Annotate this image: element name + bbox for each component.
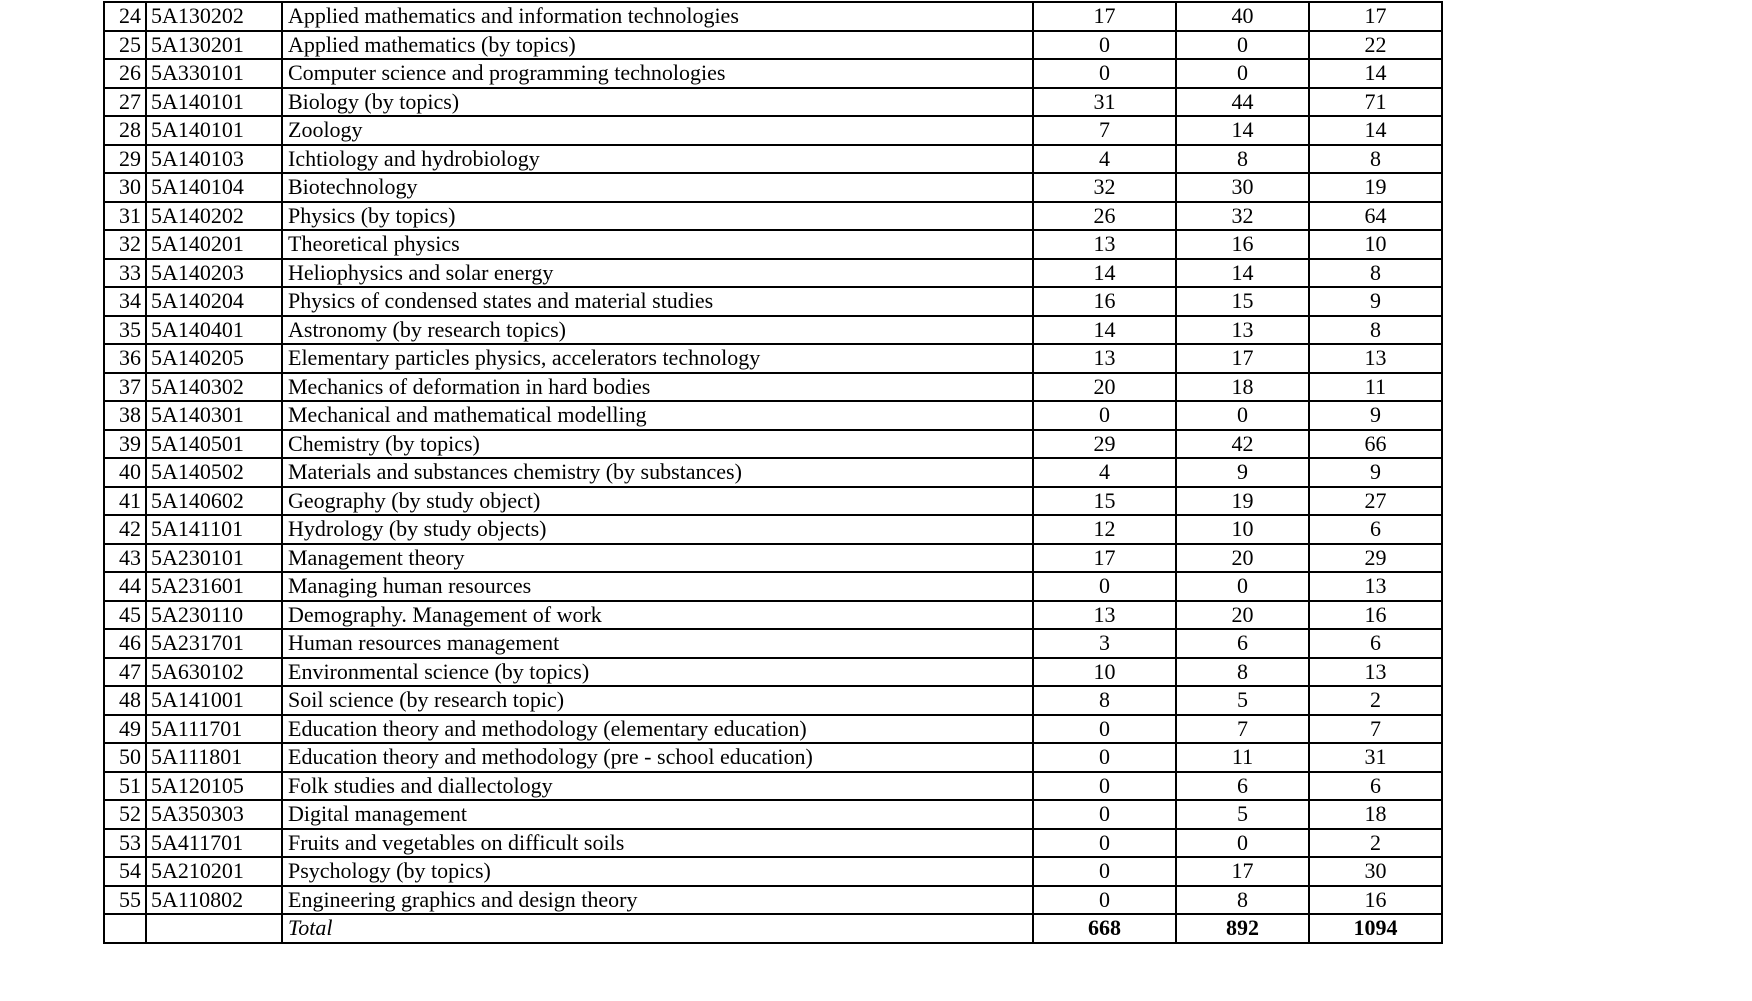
specialty-code-cell: 5A630102: [146, 658, 282, 687]
value-cell-3: 13: [1309, 572, 1442, 601]
specialty-code-cell: 5A140205: [146, 344, 282, 373]
value-cell-1: 13: [1033, 230, 1176, 259]
row-number-cell: 27: [104, 88, 146, 117]
table-row: [104, 31, 1442, 60]
specialty-name-cell: Hydrology (by study objects): [282, 515, 1033, 544]
table-row: [104, 2, 1442, 31]
value-cell-3: 9: [1309, 287, 1442, 316]
specialty-code-cell: 5A140502: [146, 458, 282, 487]
row-number-cell: 45: [104, 601, 146, 630]
value-cell-3: 19: [1309, 173, 1442, 202]
specialty-name-cell: Heliophysics and solar energy: [282, 259, 1033, 288]
value-cell-2: 30: [1176, 173, 1309, 202]
value-cell-2: 9: [1176, 458, 1309, 487]
specialty-code-cell: 5A141001: [146, 686, 282, 715]
specialty-code-cell: 5A140203: [146, 259, 282, 288]
table-row: [104, 173, 1442, 202]
specialty-name-cell: Geography (by study object): [282, 487, 1033, 516]
value-cell-1: 29: [1033, 430, 1176, 459]
specialty-code-cell: 5A140301: [146, 401, 282, 430]
value-cell-3: 9: [1309, 401, 1442, 430]
row-number-cell: 35: [104, 316, 146, 345]
value-cell-2: 0: [1176, 572, 1309, 601]
specialty-name-cell: Computer science and programming technologies: [282, 59, 1033, 88]
table-row: [104, 487, 1442, 516]
value-cell-1: 0: [1033, 743, 1176, 772]
value-cell-3: 31: [1309, 743, 1442, 772]
value-cell-2: 0: [1176, 401, 1309, 430]
row-number-cell: 48: [104, 686, 146, 715]
specialty-name-cell: Theoretical physics: [282, 230, 1033, 259]
table-row: [104, 458, 1442, 487]
value-cell-3: 27: [1309, 487, 1442, 516]
specialty-code-cell: 5A130202: [146, 2, 282, 31]
specialty-name-cell: Elementary particles physics, accelerators technology: [282, 344, 1033, 373]
specialty-name-cell: Chemistry (by topics): [282, 430, 1033, 459]
specialty-name-cell: Fruits and vegetables on difficult soils: [282, 829, 1033, 858]
specialty-name-cell: Physics of condensed states and material studies: [282, 287, 1033, 316]
value-cell-2: 8: [1176, 145, 1309, 174]
table-row: [104, 401, 1442, 430]
row-number-cell: 47: [104, 658, 146, 687]
table-row: [104, 430, 1442, 459]
specialty-name-cell: Management theory: [282, 544, 1033, 573]
specialty-code-cell: 5A330101: [146, 59, 282, 88]
row-number-cell: 54: [104, 857, 146, 886]
specialty-code-cell: 5A140501: [146, 430, 282, 459]
row-number-cell: 31: [104, 202, 146, 231]
value-cell-3: 8: [1309, 316, 1442, 345]
specialty-code-cell: 5A140101: [146, 116, 282, 145]
value-cell-3: 9: [1309, 458, 1442, 487]
table-body: [104, 2, 1442, 943]
specialty-name-cell: Engineering graphics and design theory: [282, 886, 1033, 915]
value-cell-2: 14: [1176, 259, 1309, 288]
specialty-code-cell: 5A141101: [146, 515, 282, 544]
value-cell-2: 8: [1176, 886, 1309, 915]
value-cell-3: 6: [1309, 629, 1442, 658]
specialty-name-cell: Astronomy (by research topics): [282, 316, 1033, 345]
value-cell-2: 7: [1176, 715, 1309, 744]
value-cell-2: 11: [1176, 743, 1309, 772]
row-number-cell: 40: [104, 458, 146, 487]
row-number-cell: 36: [104, 344, 146, 373]
value-cell-1: 0: [1033, 886, 1176, 915]
value-cell-2: 17: [1176, 857, 1309, 886]
value-cell-1: 26: [1033, 202, 1176, 231]
table-row: [104, 515, 1442, 544]
specialty-name-cell: Folk studies and diallectology: [282, 772, 1033, 801]
value-cell-1: 17: [1033, 2, 1176, 31]
row-number-cell: 30: [104, 173, 146, 202]
specialty-code-cell: 5A140104: [146, 173, 282, 202]
value-cell-1: 14: [1033, 259, 1176, 288]
table-row: [104, 857, 1442, 886]
value-cell-2: 6: [1176, 629, 1309, 658]
table-row: [104, 886, 1442, 915]
value-cell-3: 29: [1309, 544, 1442, 573]
value-cell-2: 14: [1176, 116, 1309, 145]
specialty-code-cell: 5A140101: [146, 88, 282, 117]
value-cell-3: 30: [1309, 857, 1442, 886]
row-number-cell: 52: [104, 800, 146, 829]
value-cell-3: 16: [1309, 886, 1442, 915]
value-cell-3: 6: [1309, 515, 1442, 544]
specialty-code-cell: 5A140401: [146, 316, 282, 345]
table-row: [104, 800, 1442, 829]
value-cell-2: 44: [1176, 88, 1309, 117]
specialty-code-cell: 5A210201: [146, 857, 282, 886]
specialty-name-cell: Biology (by topics): [282, 88, 1033, 117]
total-empty-cell: [104, 914, 146, 943]
value-cell-2: 5: [1176, 686, 1309, 715]
total-row: [104, 914, 1442, 943]
row-number-cell: 44: [104, 572, 146, 601]
specialty-name-cell: Human resources management: [282, 629, 1033, 658]
specialty-name-cell: Physics (by topics): [282, 202, 1033, 231]
row-number-cell: 43: [104, 544, 146, 573]
value-cell-3: 18: [1309, 800, 1442, 829]
row-number-cell: 42: [104, 515, 146, 544]
row-number-cell: 39: [104, 430, 146, 459]
value-cell-1: 0: [1033, 401, 1176, 430]
row-number-cell: 50: [104, 743, 146, 772]
value-cell-3: 16: [1309, 601, 1442, 630]
row-number-cell: 25: [104, 31, 146, 60]
table-row: [104, 145, 1442, 174]
value-cell-1: 13: [1033, 601, 1176, 630]
specialty-code-cell: 5A130201: [146, 31, 282, 60]
value-cell-1: 16: [1033, 287, 1176, 316]
value-cell-3: 2: [1309, 686, 1442, 715]
total-value-2: 892: [1176, 914, 1309, 943]
specialty-code-cell: 5A411701: [146, 829, 282, 858]
value-cell-1: 13: [1033, 344, 1176, 373]
value-cell-3: 64: [1309, 202, 1442, 231]
value-cell-3: 2: [1309, 829, 1442, 858]
specialty-name-cell: Managing human resources: [282, 572, 1033, 601]
total-label: Total: [282, 914, 1033, 943]
row-number-cell: 53: [104, 829, 146, 858]
table-row: [104, 116, 1442, 145]
value-cell-2: 32: [1176, 202, 1309, 231]
specialty-name-cell: Demography. Management of work: [282, 601, 1033, 630]
total-value-1: 668: [1033, 914, 1176, 943]
value-cell-1: 17: [1033, 544, 1176, 573]
row-number-cell: 29: [104, 145, 146, 174]
value-cell-1: 31: [1033, 88, 1176, 117]
table-row: [104, 572, 1442, 601]
value-cell-1: 0: [1033, 572, 1176, 601]
value-cell-2: 0: [1176, 31, 1309, 60]
value-cell-2: 17: [1176, 344, 1309, 373]
specialty-code-cell: 5A111801: [146, 743, 282, 772]
value-cell-1: 15: [1033, 487, 1176, 516]
row-number-cell: 49: [104, 715, 146, 744]
row-number-cell: 33: [104, 259, 146, 288]
value-cell-2: 8: [1176, 658, 1309, 687]
row-number-cell: 38: [104, 401, 146, 430]
specialty-code-cell: 5A140202: [146, 202, 282, 231]
data-table: [103, 1, 1443, 944]
value-cell-1: 20: [1033, 373, 1176, 402]
table-row: [104, 658, 1442, 687]
table-row: [104, 259, 1442, 288]
table-row: [104, 715, 1442, 744]
specialty-name-cell: Materials and substances chemistry (by substances): [282, 458, 1033, 487]
value-cell-1: 12: [1033, 515, 1176, 544]
table-row: [104, 230, 1442, 259]
value-cell-2: 20: [1176, 544, 1309, 573]
value-cell-2: 20: [1176, 601, 1309, 630]
value-cell-1: 0: [1033, 31, 1176, 60]
specialty-code-cell: 5A140302: [146, 373, 282, 402]
specialty-name-cell: Biotechnology: [282, 173, 1033, 202]
value-cell-1: 4: [1033, 145, 1176, 174]
value-cell-1: 0: [1033, 715, 1176, 744]
table-row: [104, 743, 1442, 772]
table-row: [104, 829, 1442, 858]
value-cell-3: 11: [1309, 373, 1442, 402]
table-row: [104, 287, 1442, 316]
specialty-code-cell: 5A140602: [146, 487, 282, 516]
value-cell-3: 13: [1309, 658, 1442, 687]
value-cell-2: 19: [1176, 487, 1309, 516]
table-row: [104, 59, 1442, 88]
value-cell-3: 13: [1309, 344, 1442, 373]
table-row: [104, 202, 1442, 231]
specialty-code-cell: 5A350303: [146, 800, 282, 829]
specialty-name-cell: Mechanics of deformation in hard bodies: [282, 373, 1033, 402]
specialty-name-cell: Environmental science (by topics): [282, 658, 1033, 687]
specialty-code-cell: 5A140204: [146, 287, 282, 316]
table-row: [104, 772, 1442, 801]
value-cell-3: 14: [1309, 59, 1442, 88]
value-cell-3: 22: [1309, 31, 1442, 60]
specialty-name-cell: Soil science (by research topic): [282, 686, 1033, 715]
table-row: [104, 544, 1442, 573]
specialty-code-cell: 5A111701: [146, 715, 282, 744]
specialty-name-cell: Education theory and methodology (pre - school education): [282, 743, 1033, 772]
specialty-name-cell: Education theory and methodology (elementary education): [282, 715, 1033, 744]
value-cell-2: 0: [1176, 59, 1309, 88]
value-cell-3: 8: [1309, 145, 1442, 174]
value-cell-3: 71: [1309, 88, 1442, 117]
value-cell-3: 66: [1309, 430, 1442, 459]
row-number-cell: 24: [104, 2, 146, 31]
table-row: [104, 344, 1442, 373]
row-number-cell: 37: [104, 373, 146, 402]
row-number-cell: 26: [104, 59, 146, 88]
value-cell-2: 0: [1176, 829, 1309, 858]
value-cell-3: 7: [1309, 715, 1442, 744]
specialty-name-cell: Ichtiology and hydrobiology: [282, 145, 1033, 174]
value-cell-1: 0: [1033, 772, 1176, 801]
table-row: [104, 316, 1442, 345]
specialty-name-cell: Applied mathematics (by topics): [282, 31, 1033, 60]
value-cell-1: 14: [1033, 316, 1176, 345]
value-cell-1: 4: [1033, 458, 1176, 487]
row-number-cell: 51: [104, 772, 146, 801]
value-cell-1: 10: [1033, 658, 1176, 687]
row-number-cell: 28: [104, 116, 146, 145]
row-number-cell: 46: [104, 629, 146, 658]
table-row: [104, 686, 1442, 715]
specialty-code-cell: 5A140103: [146, 145, 282, 174]
value-cell-1: 0: [1033, 59, 1176, 88]
value-cell-1: 8: [1033, 686, 1176, 715]
specialty-code-cell: 5A120105: [146, 772, 282, 801]
specialty-name-cell: Applied mathematics and information technologies: [282, 2, 1033, 31]
value-cell-2: 6: [1176, 772, 1309, 801]
value-cell-2: 42: [1176, 430, 1309, 459]
total-empty-cell: [146, 914, 282, 943]
row-number-cell: 32: [104, 230, 146, 259]
value-cell-1: 0: [1033, 829, 1176, 858]
row-number-cell: 41: [104, 487, 146, 516]
total-value-3: 1094: [1309, 914, 1442, 943]
value-cell-2: 16: [1176, 230, 1309, 259]
value-cell-1: 3: [1033, 629, 1176, 658]
specialty-code-cell: 5A230101: [146, 544, 282, 573]
table-row: [104, 601, 1442, 630]
value-cell-3: 14: [1309, 116, 1442, 145]
value-cell-3: 10: [1309, 230, 1442, 259]
value-cell-1: 7: [1033, 116, 1176, 145]
specialty-code-cell: 5A231601: [146, 572, 282, 601]
specialty-code-cell: 5A231701: [146, 629, 282, 658]
specialty-code-cell: 5A140201: [146, 230, 282, 259]
value-cell-1: 0: [1033, 800, 1176, 829]
specialty-code-cell: 5A110802: [146, 886, 282, 915]
value-cell-3: 6: [1309, 772, 1442, 801]
value-cell-2: 13: [1176, 316, 1309, 345]
value-cell-3: 17: [1309, 2, 1442, 31]
value-cell-2: 40: [1176, 2, 1309, 31]
value-cell-2: 10: [1176, 515, 1309, 544]
value-cell-1: 0: [1033, 857, 1176, 886]
specialty-name-cell: Psychology (by topics): [282, 857, 1033, 886]
specialty-name-cell: Zoology: [282, 116, 1033, 145]
value-cell-3: 8: [1309, 259, 1442, 288]
specialty-name-cell: Digital management: [282, 800, 1033, 829]
specialty-code-cell: 5A230110: [146, 601, 282, 630]
table-row: [104, 629, 1442, 658]
table-row: [104, 88, 1442, 117]
value-cell-1: 32: [1033, 173, 1176, 202]
table-row: [104, 373, 1442, 402]
row-number-cell: 34: [104, 287, 146, 316]
value-cell-2: 5: [1176, 800, 1309, 829]
value-cell-2: 15: [1176, 287, 1309, 316]
row-number-cell: 55: [104, 886, 146, 915]
specialty-name-cell: Mechanical and mathematical modelling: [282, 401, 1033, 430]
value-cell-2: 18: [1176, 373, 1309, 402]
